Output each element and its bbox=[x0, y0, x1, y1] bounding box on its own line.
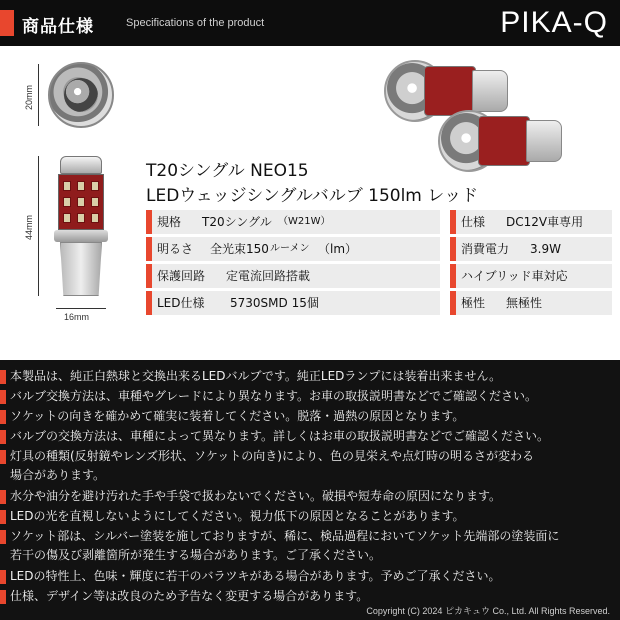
brand-logo: PIKA-Q bbox=[500, 6, 608, 39]
bulb-side-view-image bbox=[52, 156, 110, 296]
note-marker bbox=[0, 570, 6, 584]
spec-label: ハイブリッド車対応 bbox=[461, 269, 568, 283]
dimension-line-width bbox=[56, 308, 106, 309]
spec-marker bbox=[450, 210, 456, 234]
bulb-wedge-base bbox=[60, 242, 102, 296]
product-hero-image bbox=[378, 52, 610, 202]
dimension-height: 44mm bbox=[24, 214, 34, 240]
spec-unit: （lm） bbox=[318, 242, 358, 256]
led-chip bbox=[63, 181, 71, 191]
spec-row-hybrid bbox=[450, 264, 612, 288]
led-chip bbox=[91, 181, 99, 191]
spec-row-led bbox=[146, 291, 440, 315]
spec-value: T20シングル bbox=[202, 215, 272, 229]
note-item: 水分や油分を避け汚れた手や手袋で扱わないでください。破損や短寿命の原因になります。 bbox=[10, 489, 502, 503]
spec-label: 保護回路 bbox=[157, 269, 206, 283]
section-title: 商品仕様 bbox=[22, 17, 94, 37]
bulb-top-lens bbox=[64, 78, 98, 112]
note-item: LEDの特性上、色味・輝度に若干のバラツキがある場合があります。予めご了承ください。 bbox=[10, 569, 501, 583]
spec-label: 規格 bbox=[157, 215, 182, 229]
note-item: バルブの交換方法は、車種によって異なります。詳しくはお車の取扱説明書などでご確認ください。 bbox=[10, 429, 550, 443]
hero-bulb-front bbox=[438, 102, 558, 180]
led-chip bbox=[77, 197, 85, 207]
spec-value: 5730SMD 15個 bbox=[230, 296, 319, 310]
spec-row-polarity bbox=[450, 291, 612, 315]
spec-label: LED仕様 bbox=[157, 296, 205, 310]
spec-value: 無極性 bbox=[506, 296, 543, 310]
dimension-line-top bbox=[38, 64, 39, 126]
note-item-continued: 若干の傷及び剥離箇所が発生する場合があります。ご了承ください。 bbox=[10, 548, 382, 562]
note-marker bbox=[0, 590, 6, 604]
bulb-lens bbox=[60, 156, 102, 174]
header-bar bbox=[0, 0, 620, 46]
spec-note: （W21W） bbox=[278, 216, 331, 227]
note-item: 仕様、デザイン等は改良のため予告なく変更する場合があります。 bbox=[10, 589, 369, 603]
hero-bulb-body bbox=[478, 116, 530, 166]
spec-marker bbox=[146, 210, 152, 234]
spec-value: DC12V車専用 bbox=[506, 215, 584, 229]
note-item: LEDの光を直視しないようにしてください。視力低下の原因となることがあります。 bbox=[10, 509, 465, 523]
spec-marker bbox=[450, 264, 456, 288]
note-item: 本製品は、純正白熱球と交換出来るLEDバルブです。純正LEDランプには装着出来ません。 bbox=[10, 369, 502, 383]
led-chip bbox=[77, 181, 85, 191]
led-chip bbox=[77, 213, 85, 223]
bulb-neck bbox=[54, 230, 108, 242]
led-chip bbox=[63, 197, 71, 207]
note-marker bbox=[0, 490, 6, 504]
spec-marker bbox=[450, 237, 456, 261]
spec-row-protection bbox=[146, 264, 440, 288]
spec-value: 全光束150 bbox=[210, 242, 269, 256]
spec-marker bbox=[450, 291, 456, 315]
led-chip bbox=[91, 197, 99, 207]
note-marker bbox=[0, 510, 6, 524]
hero-bulb-base bbox=[526, 120, 562, 162]
spec-row-spec bbox=[450, 210, 612, 234]
spec-marker bbox=[146, 237, 152, 261]
spec-marker bbox=[146, 291, 152, 315]
dimension-line-height bbox=[38, 156, 39, 296]
note-marker bbox=[0, 390, 6, 404]
led-chip bbox=[91, 213, 99, 223]
spec-value: 3.9W bbox=[530, 242, 561, 256]
dimension-width: 16mm bbox=[64, 312, 90, 322]
note-marker bbox=[0, 450, 6, 464]
note-item: ソケット部は、シルバー塗装を施しておりますが、稀に、検品過程においてソケット先端部の塗装面に bbox=[10, 529, 560, 543]
spec-marker bbox=[146, 264, 152, 288]
spec-label: 仕様 bbox=[461, 215, 486, 229]
dimension-top-diameter: 20mm bbox=[24, 84, 34, 110]
note-item-continued: 場合があります。 bbox=[10, 468, 106, 482]
spec-row-brightness bbox=[146, 237, 440, 261]
note-item: ソケットの向きを確かめて確実に装着してください。脱落・過熱の原因となります。 bbox=[10, 409, 465, 423]
bulb-led-body bbox=[58, 174, 104, 230]
note-item: バルブ交換方法は、車種やグレードにより異なります。お車の取扱説明書などでご確認ください。 bbox=[10, 389, 538, 403]
note-item: 灯具の種類(反射鏡やレンズ形状、ソケットの向き)により、色の見栄えや点灯時の明るさが変わる bbox=[10, 449, 534, 463]
note-marker bbox=[0, 410, 6, 424]
led-chip bbox=[63, 213, 71, 223]
product-title-line1: T20シングル NEO15 bbox=[146, 161, 309, 181]
note-marker bbox=[0, 430, 6, 444]
product-title-line2: LEDウェッジシングルバルブ 150lm レッド bbox=[146, 186, 479, 206]
spec-value: 定電流回路搭載 bbox=[226, 269, 311, 283]
header-accent bbox=[0, 10, 14, 36]
spec-label: 明るさ bbox=[157, 242, 194, 256]
spec-label: 消費電力 bbox=[461, 242, 510, 256]
spec-row-power bbox=[450, 237, 612, 261]
note-marker bbox=[0, 370, 6, 384]
caution-notes-panel bbox=[0, 360, 620, 620]
spec-row-standard bbox=[146, 210, 440, 234]
note-marker bbox=[0, 530, 6, 544]
spec-unit-note: ルーメン bbox=[270, 243, 310, 254]
copyright-text: Copyright (C) 2024 ピカキュウ Co., Ltd. All Rights Reserved. bbox=[366, 606, 610, 616]
spec-label: 極性 bbox=[461, 296, 486, 310]
section-subtitle: Specifications of the product bbox=[126, 17, 265, 29]
